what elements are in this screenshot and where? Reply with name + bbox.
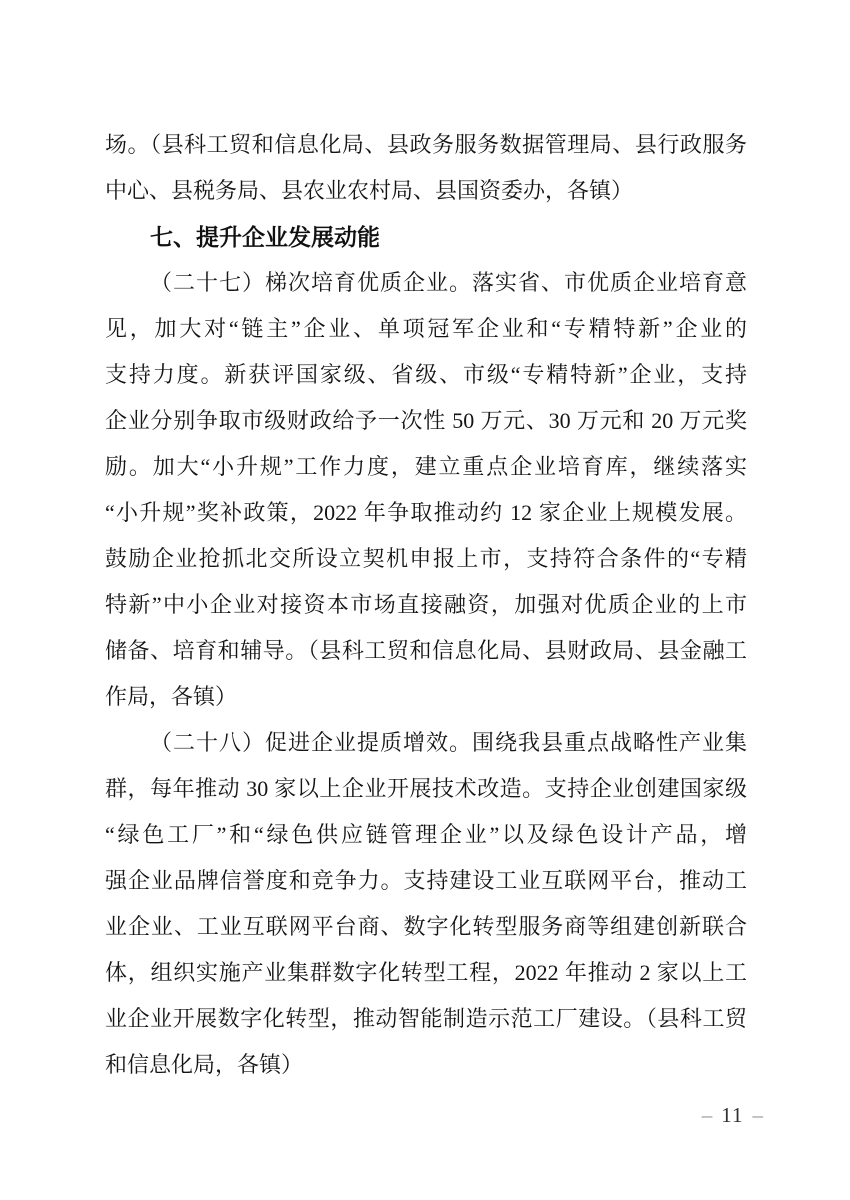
text-line: “绿色工厂”和“绿色供应链管理企业”以及绿色设计产品，增 <box>105 822 747 847</box>
text-line: 支持力度。新获评国家级、省级、市级“专精特新”企业，支持 <box>105 362 747 387</box>
document-body <box>105 122 747 1088</box>
text-line: 励。加大“小升规”工作力度，建立重点企业培育库，继续落实 <box>105 454 747 479</box>
text-line: 见，加大对“链主”企业、单项冠军企业和“专精特新”企业的 <box>105 316 747 341</box>
text-line: “小升规”奖补政策，2022 年争取推动约 12 家企业上规模发展。 <box>105 500 747 525</box>
text-line: 场。（县科工贸和信息化局、县政务服务数据管理局、县行政服务 <box>105 132 747 157</box>
text-line: 特新”中小企业对接资本市场直接融资，加强对优质企业的上市 <box>105 592 747 617</box>
text-line: 业企业、工业互联网平台商、数字化转型服务商等组建创新联合 <box>105 914 747 939</box>
text-line: 群，每年推动 30 家以上企业开展技术改造。支持企业创建国家级 <box>105 776 747 801</box>
text-line: 作局，各镇） <box>105 684 238 709</box>
page-number-dash-right: – <box>752 1103 763 1127</box>
page-number-value: 11 <box>721 1103 744 1127</box>
text-line: 强企业品牌信誉度和竞争力。支持建设工业互联网平台，推动工 <box>105 868 747 893</box>
paragraph-start: （二十七）梯次培育优质企业。落实省、市优质企业培育意 <box>150 270 747 295</box>
page-number-dash-left: – <box>701 1103 713 1127</box>
text-line: 体，组织实施产业集群数字化转型工程，2022 年推动 2 家以上工 <box>105 960 747 985</box>
text-line: 鼓励企业抢抓北交所设立契机申报上市，支持符合条件的“专精 <box>105 546 747 571</box>
text-line: 和信息化局，各镇） <box>105 1052 304 1077</box>
section-heading: 七、提升企业发展动能 <box>150 224 380 250</box>
text-line: 业企业开展数字化转型，推动智能制造示范工厂建设。（县科工贸 <box>105 1006 747 1031</box>
text-line: 储备、培育和辅导。（县科工贸和信息化局、县财政局、县金融工 <box>105 638 747 663</box>
text-line: 企业分别争取市级财政给予一次性 50 万元、30 万元和 20 万元奖 <box>105 408 747 433</box>
paragraph-start: （二十八）促进企业提质增效。围绕我县重点战略性产业集 <box>150 730 747 755</box>
page-number <box>693 1102 772 1128</box>
text-line: 中心、县税务局、县农业农村局、县国资委办，各镇） <box>105 178 634 203</box>
